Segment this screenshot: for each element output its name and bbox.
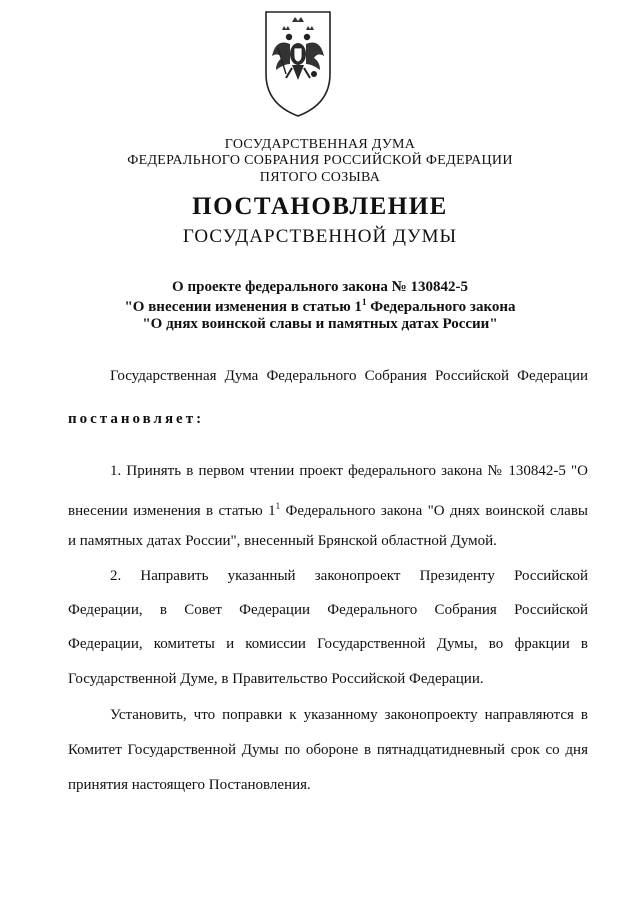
- item-2-line-4: Государственной Думе, в Правительство Российской Федерации.: [68, 671, 484, 687]
- subject-superscript: 1: [361, 297, 367, 307]
- item-3-line-1: Установить, что поправки к указанному законопроекту направляются в: [110, 707, 588, 723]
- header-line-duma: ГОСУДАРСТВЕННАЯ ДУМА: [224, 137, 416, 152]
- document-subtitle: ГОСУДАРСТВЕННОЙ ДУМЫ: [182, 226, 458, 247]
- item-1-line-1: 1. Принять в первом чтении проект федерального закона № 130842-5 "О: [110, 463, 588, 479]
- header-line-convocation: ПЯТОГО СОЗЫВА: [259, 170, 381, 185]
- item-1-line-2-end: Федерального закона "О днях воинской славы: [280, 503, 588, 519]
- coat-of-arms-emblem: [262, 8, 334, 120]
- item-2-line-3: Федерации, комитеты и комиссии Государственной Думы, во фракции в: [68, 636, 588, 652]
- subject-line-2-start: "О внесении изменения в статью 1: [124, 299, 362, 315]
- subject-line-2-end: Федерального закона: [366, 299, 516, 315]
- item-3-line-2: Комитет Государственной Думы по обороне в пятнадцатидневный срок со дня: [68, 742, 588, 758]
- item-1-line-2-start: внесении изменения в статью 1: [68, 503, 276, 519]
- item-1-line-3: и памятных датах России", внесенный Брянской областной Думой.: [68, 533, 497, 549]
- item-1-line-2: [68, 498, 588, 519]
- item-2-line-1: 2. Направить указанный законопроект Президенту Российской: [110, 568, 588, 584]
- item-3-line-3: принятия настоящего Постановления.: [68, 777, 311, 793]
- decree-word: постановляет:: [68, 411, 205, 427]
- subject-line-3: "О днях воинской славы и памятных датах России": [142, 316, 498, 332]
- intro-paragraph: Государственная Дума Федерального Собрания Российской Федерации: [110, 368, 588, 384]
- item-2-line-2: Федерации, в Совет Федерации Федерального Собрания Российской: [68, 602, 588, 618]
- document-title: ПОСТАНОВЛЕНИЕ: [192, 193, 448, 220]
- item-1-superscript: 1: [275, 501, 281, 511]
- header-line-federal-assembly: ФЕДЕРАЛЬНОГО СОБРАНИЯ РОССИЙСКОЙ ФЕДЕРАЦИИ: [127, 153, 513, 168]
- subject-line-2: [0, 297, 640, 316]
- subject-line-1: О проекте федерального закона № 130842-5: [172, 279, 468, 295]
